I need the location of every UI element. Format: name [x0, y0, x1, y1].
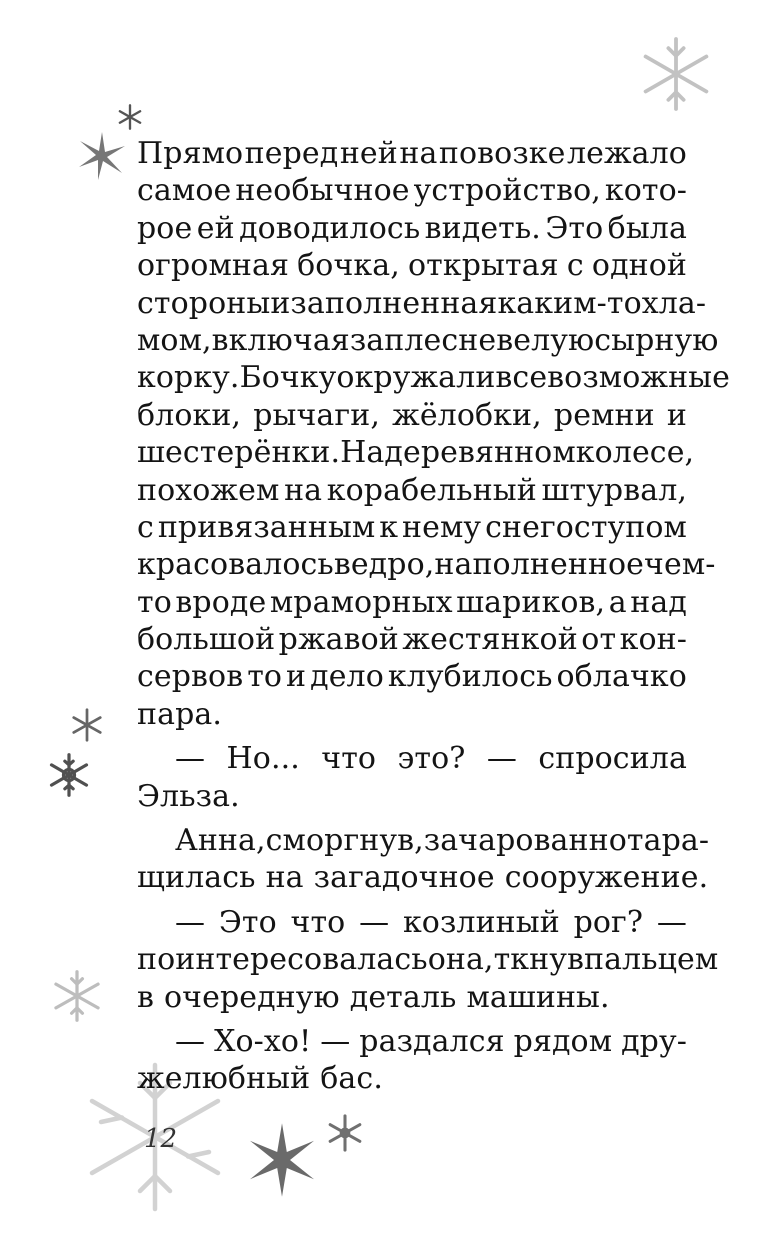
text-line: похожем на корабельный штурвал,: [137, 472, 687, 508]
snowflake-bottom-center-icon: [242, 1120, 322, 1200]
text-line: большой ржавой жестянкой от кон-: [137, 622, 687, 658]
text-line: Эльза.: [137, 778, 240, 814]
text-line: — Но... что это? — спросила: [175, 741, 687, 777]
snowflake-small-top-icon: [117, 104, 143, 130]
snowflake-left-star-icon: [72, 130, 132, 182]
text-line: поинтересовалась она, ткнув пальцем: [137, 942, 719, 978]
snowflake-bottom-small-icon: [326, 1114, 364, 1152]
text-line: мом, включая заплесневелую сырную: [137, 322, 719, 358]
text-line: красовалось ведро, наполненное чем-: [137, 547, 716, 583]
snowflake-mid-left-icon: [70, 708, 104, 742]
text-line: шестерёнки. На деревянном колесе,: [137, 435, 695, 471]
text-line: то вроде мраморных шариков, а над: [137, 584, 687, 620]
text-line: самое необычное устройство, кото-: [137, 173, 687, 209]
snowflake-crystal-left-icon: [46, 752, 92, 798]
snowflake-top-right-icon: [638, 36, 714, 112]
page-number: 12: [144, 1124, 178, 1154]
text-line: сервов то и дело клубилось облачко: [137, 659, 687, 695]
text-line: рое ей доводилось видеть. Это была: [137, 210, 687, 246]
text-line: — Это что — козлиный рог? —: [175, 904, 687, 940]
text-line: Прямо перед ней на повозке лежало: [137, 136, 687, 171]
text-line: с привязанным к нему снегоступом: [137, 509, 687, 545]
snowflake-lower-left-icon: [50, 968, 104, 1024]
text-line: огромная бочка, открытая с одной: [137, 248, 687, 284]
text-line: стороны и заполненная каким-то хла-: [137, 285, 707, 321]
text-line: щилась на загадочное сооружение.: [137, 860, 709, 896]
text-line: пара.: [137, 696, 223, 732]
text-line: блоки, рычаги, жёлобки, ремни и: [137, 397, 687, 433]
text-line: — Хо-хо! — раздался рядом дру-: [175, 1023, 687, 1059]
text-line: корку. Бочку окружали всевозможные: [137, 360, 731, 396]
text-line: Анна, сморгнув, зачарованно тара-: [175, 823, 710, 859]
text-line: желюбный бас.: [137, 1061, 383, 1097]
text-line: в очередную деталь машины.: [137, 979, 610, 1015]
body-text: [137, 135, 731, 1098]
